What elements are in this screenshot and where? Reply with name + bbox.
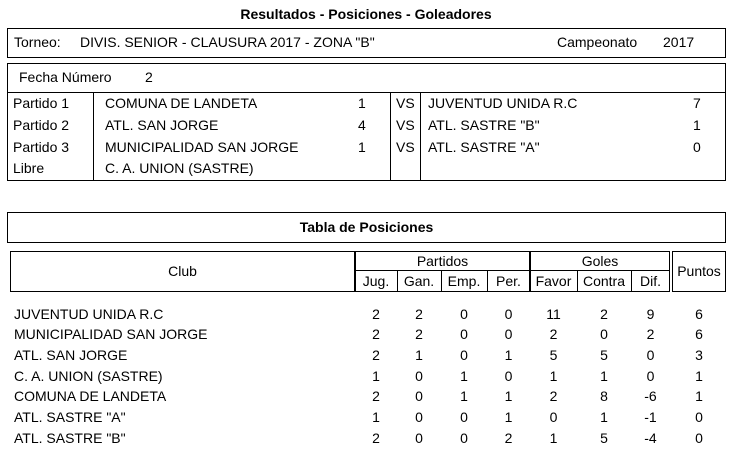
jug-value: 1 [372,368,380,384]
puntos-value: 0 [695,409,703,425]
club-name: ATL. SASTRE "B" [14,430,126,446]
favor-value: 2 [549,326,558,342]
libre-value: C. A. UNION (SASTRE) [105,160,254,176]
puntos-header: Puntos [677,263,721,279]
page-title: Resultados - Posiciones - Goleadores [240,6,492,22]
gan-value: 1 [415,347,423,363]
match-visitante: ATL. SASTRE "B" [428,117,540,133]
torneo-label: Torneo: [14,34,61,50]
match-label: Partido 1 [13,95,70,111]
match-label: Partido 2 [13,117,70,133]
emp-value: 0 [460,430,468,446]
partidos-divider [390,92,391,181]
partidos-divider [93,92,94,181]
per-value: 0 [504,326,513,342]
club-name: ATL. SASTRE "A" [14,409,126,425]
match-goles-visitante: 7 [693,95,701,111]
per-value: 1 [504,347,513,363]
per-header: Per. [496,273,521,289]
per-value: 2 [504,430,513,446]
partidos-divider [420,92,421,181]
dif-value: -6 [644,388,657,404]
match-goles-local: 1 [358,95,366,111]
match-local: MUNICIPALIDAD SAN JORGE [105,139,299,155]
match-visitante: JUVENTUD UNIDA R.C [428,95,578,111]
match-goles-visitante: 0 [693,139,701,155]
fecha-value: 2 [145,69,153,85]
dif-value: 0 [646,368,655,384]
favor-value: 11 [546,306,561,322]
puntos-value: 1 [695,368,703,384]
fecha-box [7,63,726,93]
jug-value: 2 [372,306,380,322]
puntos-value: 6 [695,306,703,322]
contra-value: 5 [600,347,608,363]
emp-value: 1 [460,388,468,404]
club-name: JUVENTUD UNIDA R.C [14,306,164,322]
match-goles-local: 4 [358,117,366,133]
dif-value: 2 [646,326,655,342]
dif-header: Dif. [640,273,661,289]
emp-value: 0 [460,306,468,322]
jug-value: 2 [372,347,380,363]
per-value: 0 [504,306,513,322]
header-divider [355,270,530,271]
favor-value: 0 [549,409,558,425]
match-local: COMUNA DE LANDETA [105,95,258,111]
emp-value: 0 [460,326,468,342]
contra-value: 5 [600,430,608,446]
match-goles-visitante: 1 [693,117,701,133]
gan-value: 0 [415,409,423,425]
match-vs: VS [396,117,415,133]
emp-value: 0 [460,347,468,363]
match-vs: VS [396,95,415,111]
match-vs: VS [396,139,415,155]
gan-value: 2 [415,326,423,342]
emp-value: 1 [460,368,468,384]
puntos-value: 3 [695,347,703,363]
contra-value: 1 [600,409,608,425]
favor-value: 2 [549,388,558,404]
fecha-label: Fecha Número [19,69,112,85]
emp-header: Emp. [447,273,481,289]
favor-value: 5 [549,347,558,363]
dif-value: 9 [646,306,655,322]
campeonato-value: 2017 [663,34,695,50]
contra-value: 0 [600,326,608,342]
puntos-value: 0 [695,430,703,446]
jug-value: 2 [372,430,380,446]
jug-value: 2 [372,326,380,342]
favor-value: 1 [549,430,558,446]
favor-header: Favor [535,273,572,289]
gan-header: Gan. [403,273,435,289]
favor-value: 1 [549,368,558,384]
club-name: C. A. UNION (SASTRE) [14,368,163,384]
torneo-value: DIVIS. SENIOR - CLAUSURA 2017 - ZONA "B" [80,34,375,50]
goles-header: Goles [581,253,619,269]
tabla-title: Tabla de Posiciones [299,219,434,235]
dif-value: -4 [644,430,657,446]
dif-value: -1 [644,409,657,425]
puntos-value: 6 [695,326,703,342]
partidos-header: Partidos [416,253,469,269]
per-value: 1 [504,388,513,404]
campeonato-label: Campeonato [557,34,638,50]
club-name: ATL. SAN JORGE [14,347,128,363]
jug-value: 2 [372,388,380,404]
gan-value: 0 [415,388,423,404]
gan-value: 0 [415,368,423,384]
gan-value: 2 [415,306,423,322]
contra-header: Contra [582,273,626,289]
jug-value: 1 [372,409,380,425]
club-name: COMUNA DE LANDETA [14,388,167,404]
club-header: Club [168,263,197,279]
club-name: MUNICIPALIDAD SAN JORGE [14,326,208,342]
emp-value: 0 [460,409,468,425]
match-goles-local: 1 [358,139,366,155]
puntos-value: 1 [695,388,703,404]
contra-value: 2 [600,306,608,322]
match-local: ATL. SAN JORGE [105,117,219,133]
contra-value: 8 [600,388,608,404]
header-divider [530,270,670,271]
per-value: 1 [504,409,513,425]
match-visitante: ATL. SASTRE "A" [428,139,540,155]
gan-value: 0 [415,430,423,446]
contra-value: 1 [600,368,608,384]
per-value: 0 [504,368,513,384]
match-label: Partido 3 [13,139,70,155]
libre-label: Libre [13,160,45,176]
jug-header: Jug. [362,273,390,289]
dif-value: 0 [646,347,655,363]
